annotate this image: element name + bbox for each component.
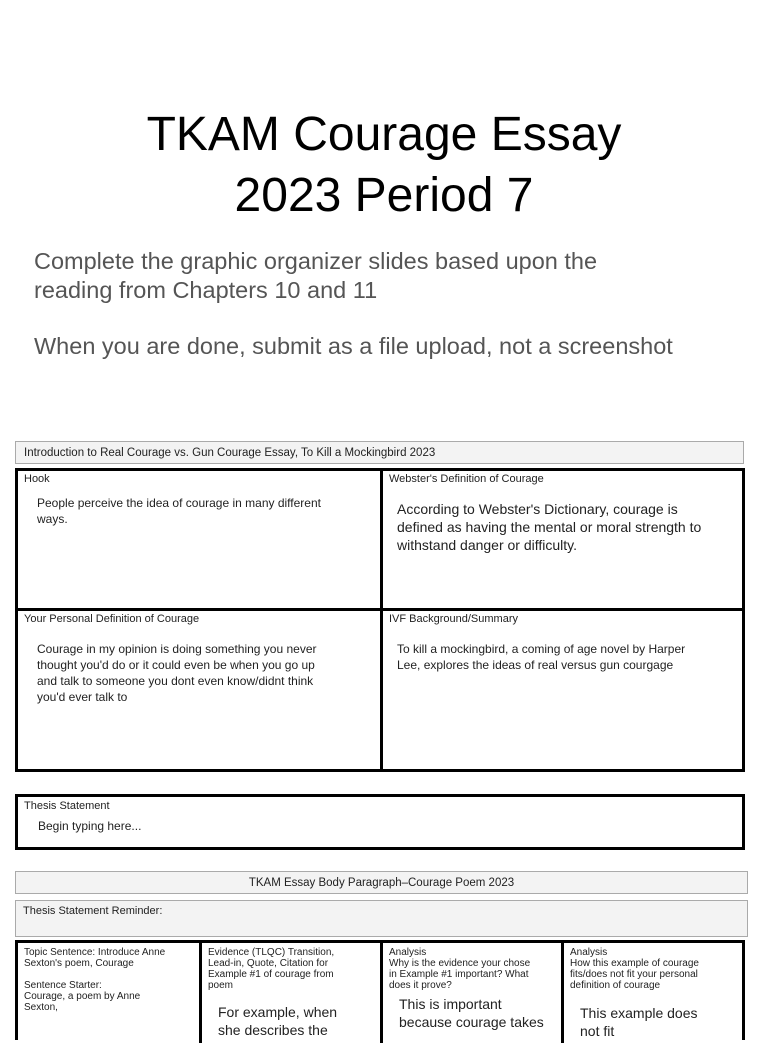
evidence-label [208, 947, 334, 991]
analysis-text-line: not fit [580, 1023, 615, 1039]
body-paragraph-grid [15, 940, 745, 1040]
intro-organizer-banner: Introduction to Real Courage vs. Gun Courage Essay, To Kill a Mockingbird 2023 [15, 441, 744, 464]
personal-definition-label: Your Personal Definition of Courage [24, 613, 200, 625]
analysis-evidence-label [389, 947, 530, 991]
body-paragraph-banner: TKAM Essay Body Paragraph–Courage Poem 2023 [15, 871, 748, 894]
slide-title-line-2: 2023 Period 7 [234, 169, 534, 222]
evidence-text-line: she describes the [218, 1022, 328, 1038]
analysis-personal-label [570, 947, 699, 991]
evidence-text[interactable] [218, 1003, 337, 1039]
ivf-summary-label: IVF Background/Summary [389, 613, 518, 625]
label-line: Analysis [570, 947, 608, 958]
label-line: poem [208, 980, 234, 991]
personal-definition-cell[interactable] [18, 611, 380, 769]
webster-definition-text[interactable] [397, 500, 701, 554]
ivf-summary-text[interactable] [397, 641, 685, 673]
personal-text-line: you'd ever talk to [37, 690, 128, 704]
label-line: Sentence Starter: [24, 980, 102, 991]
analysis-text-line: This example does [580, 1005, 698, 1021]
personal-text-line: and talk to someone you dont even know/didnt think [37, 674, 314, 688]
label-line [24, 969, 165, 980]
analysis-evidence-column[interactable] [383, 943, 561, 1040]
evidence-column[interactable] [202, 943, 380, 1040]
webster-definition-label: Webster's Definition of Courage [389, 473, 544, 485]
label-line: Topic Sentence: Introduce Anne [24, 947, 166, 958]
label-line: Example #1 of courage from [208, 969, 334, 980]
label-line: Sexton, [24, 1002, 58, 1013]
label-line: Courage, a poem by Anne [24, 991, 141, 1002]
webster-text-line: defined as having the mental or moral strength to [397, 519, 702, 535]
label-line: How this example of courage [570, 958, 699, 969]
evidence-text-line: For example, when [218, 1004, 338, 1020]
thesis-statement-label: Thesis Statement [24, 800, 110, 812]
hook-text[interactable] [37, 495, 321, 527]
personal-text-line: thought you'd do or it could even be when you go up [37, 658, 315, 672]
label-line: Why is the evidence your chose [389, 958, 531, 969]
topic-sentence-column[interactable] [18, 943, 199, 1040]
instruction-1-line-1: Complete the graphic organizer slides based upon the [34, 248, 598, 274]
hook-text-line: ways. [37, 512, 68, 526]
intro-organizer-grid [15, 468, 745, 772]
label-line: in Example #1 important? What [389, 969, 529, 980]
label-line: Lead-in, Quote, Citation for [208, 958, 329, 969]
hook-text-line: People perceive the idea of courage in many different [37, 496, 321, 510]
instruction-1-line-2: reading from Chapters 10 and 11 [34, 277, 378, 303]
ivf-summary-cell[interactable] [383, 611, 742, 769]
label-line: Evidence (TLQC) Transition, [208, 947, 335, 958]
thesis-reminder-box[interactable] [15, 900, 748, 937]
webster-definition-cell[interactable] [383, 471, 742, 608]
personal-text-line: Courage in my opinion is doing something you never [37, 642, 317, 656]
analysis-personal-text[interactable] [580, 1004, 698, 1040]
thesis-reminder-label: Thesis Statement Reminder: [23, 905, 163, 917]
label-line: definition of courage [570, 980, 661, 991]
label-line: Sexton's poem, Courage [24, 958, 134, 969]
instruction-paragraph-2: When you are done, submit as a file upload, not a screenshot [34, 333, 673, 359]
hook-label: Hook [24, 473, 50, 485]
label-line: does it prove? [389, 980, 452, 991]
ivf-text-line: Lee, explores the ideas of real versus gun courgage [397, 658, 674, 672]
label-line: Analysis [389, 947, 427, 958]
analysis-text-line: This is important [399, 996, 502, 1012]
hook-cell[interactable] [18, 471, 380, 608]
thesis-statement-box[interactable] [15, 794, 745, 850]
analysis-evidence-text[interactable] [399, 995, 544, 1031]
webster-text-line: According to Webster's Dictionary, courage is [397, 501, 678, 517]
personal-definition-text[interactable] [37, 641, 317, 705]
analysis-personal-column[interactable] [564, 943, 742, 1040]
topic-sentence-label [24, 947, 165, 1013]
instruction-paragraph-1 [34, 247, 597, 305]
slide-title-line-1: TKAM Courage Essay [146, 108, 622, 161]
analysis-text-line: because courage takes [399, 1014, 544, 1030]
thesis-statement-input[interactable]: Begin typing here... [38, 819, 142, 833]
label-line: fits/does not fit your personal [570, 969, 698, 980]
webster-text-line: withstand danger or difficulty. [397, 537, 578, 553]
ivf-text-line: To kill a mockingbird, a coming of age novel by Harper [397, 642, 686, 656]
